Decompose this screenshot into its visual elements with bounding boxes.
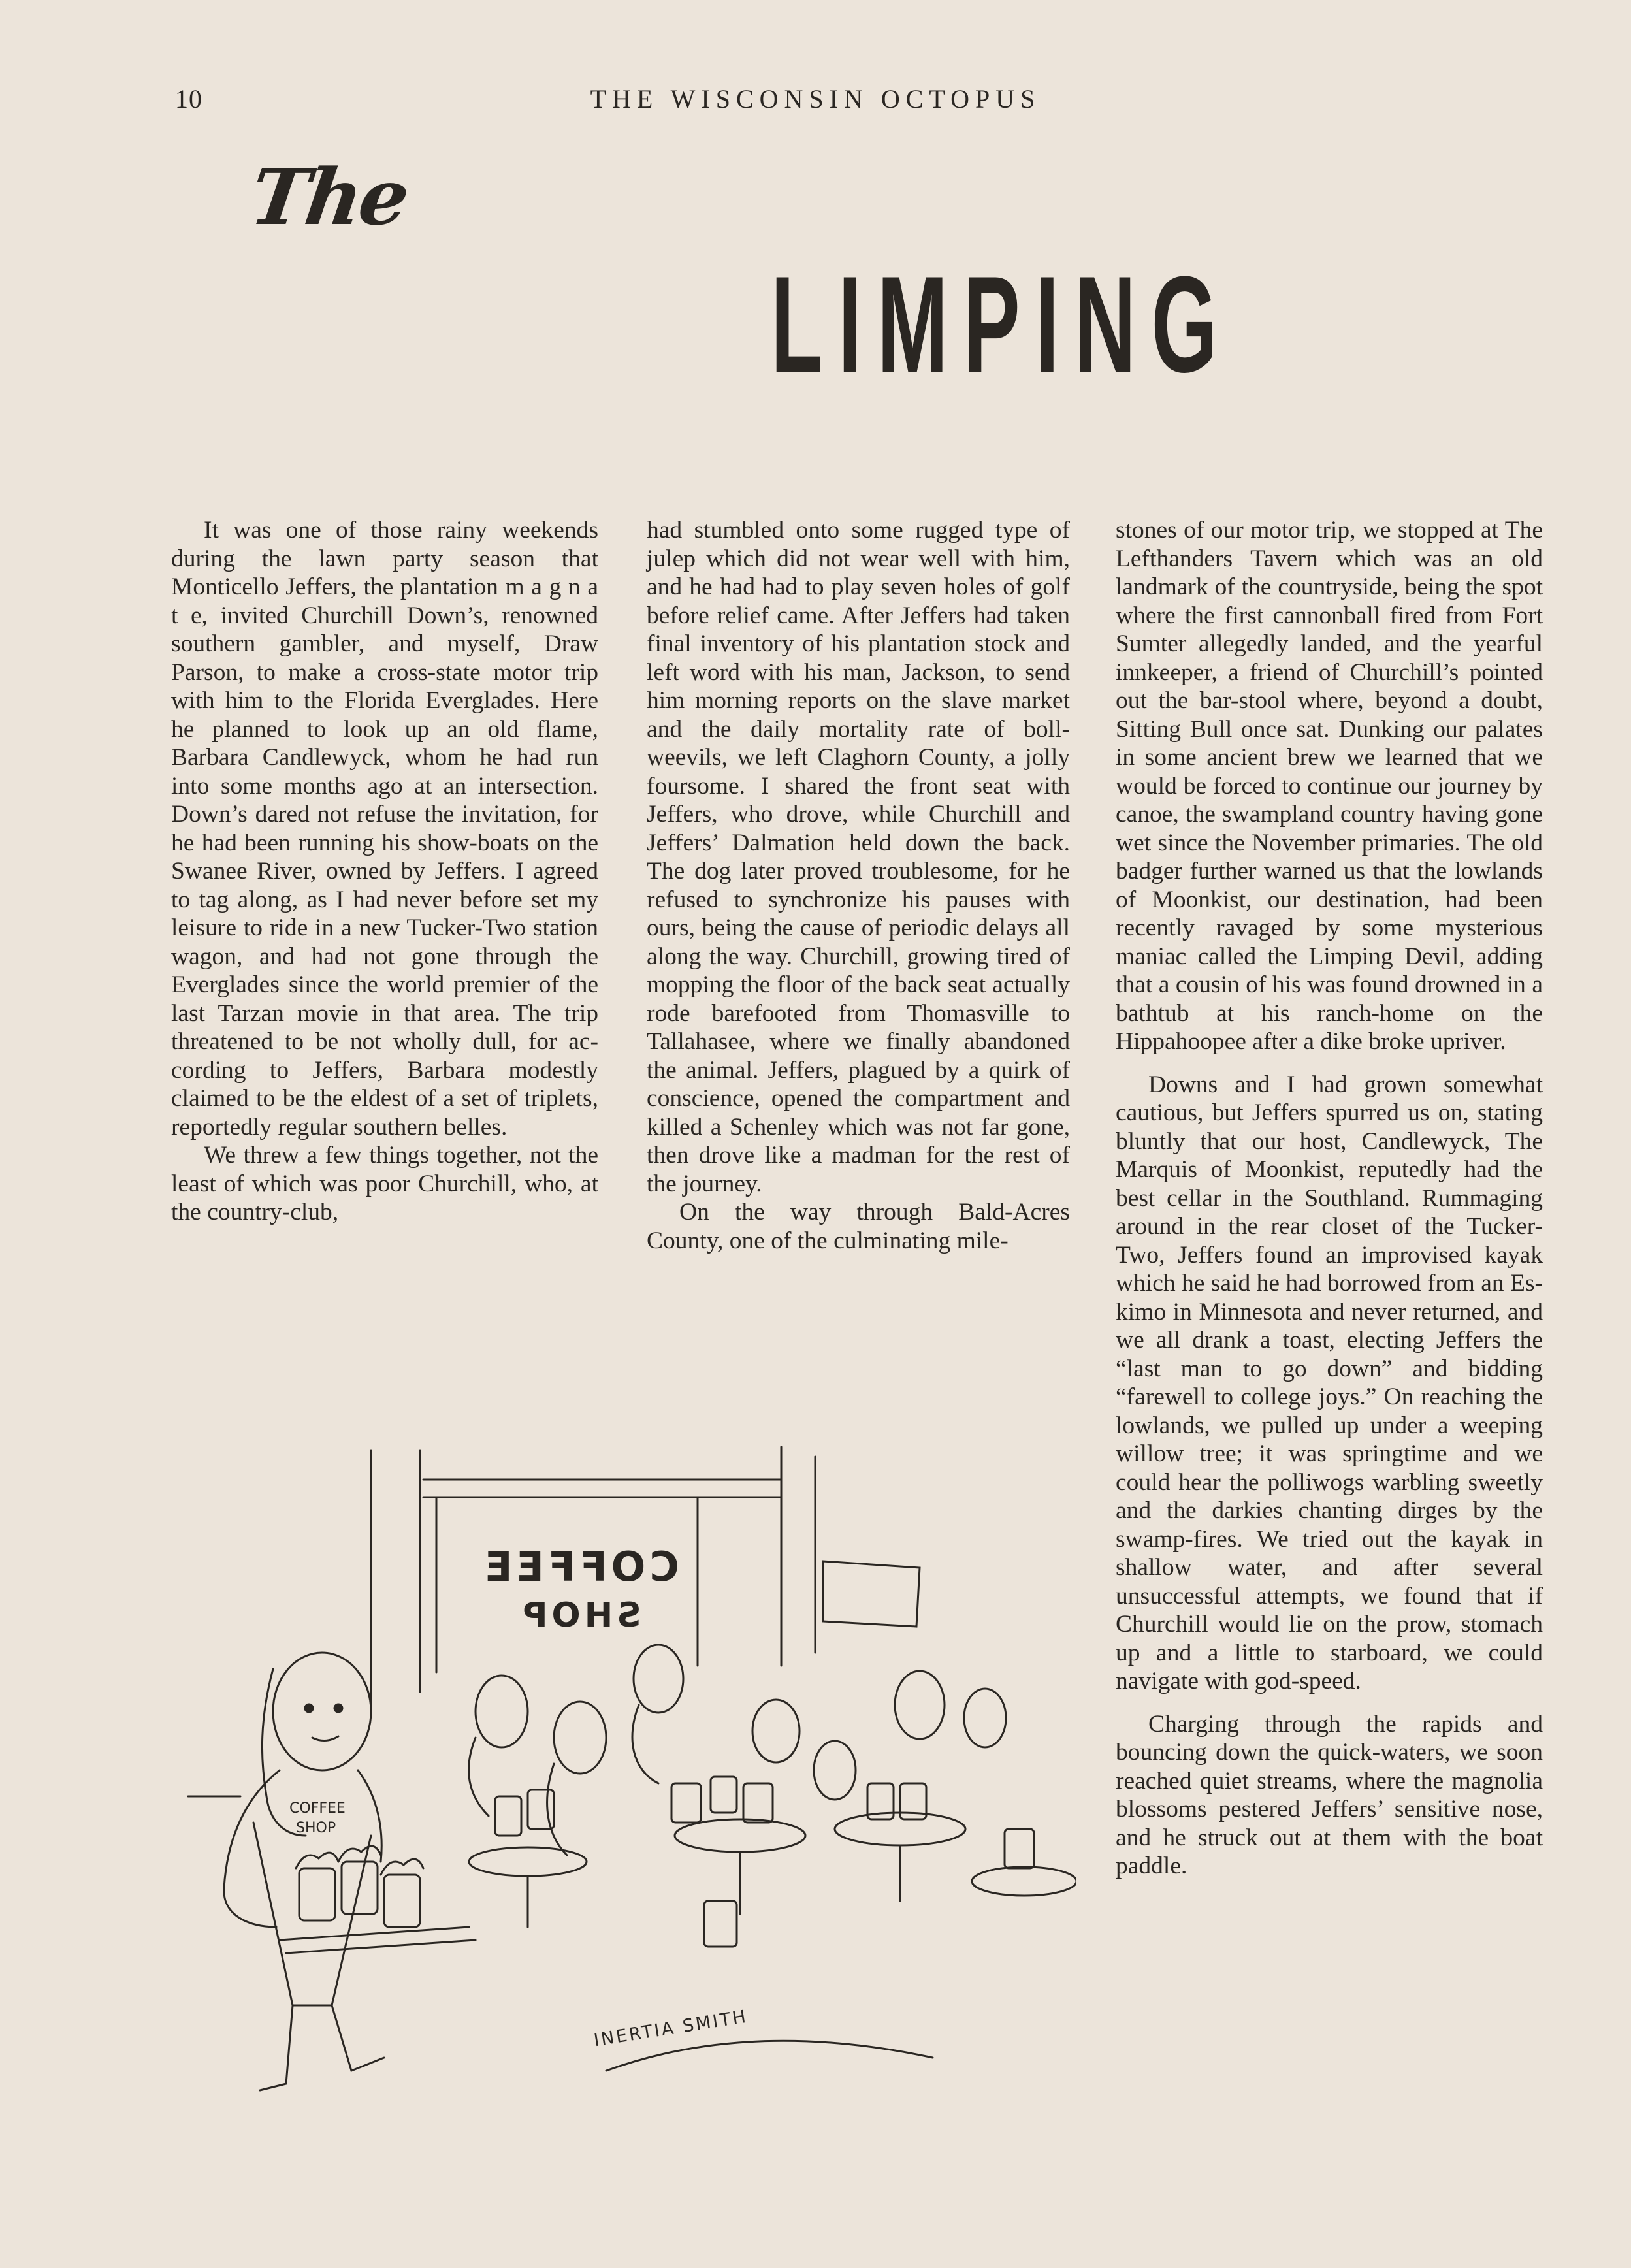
paragraph: stones of our motor trip, we stopped at The Lefthanders Tavern which was an old landmark of the countryside, being the spot where the first cannonball fired from Fort Sumter allegedly landed, and the yearful innkeeper, a friend of Churchill’s pointed out the bar-stool where, beyond a doubt, Sitting Bull once sat. Dunking our palates in some ancient brew we learned that we would be forced to continue our journey by canoe, the swampland country having gone wet since the November primaries. The old badger further warned us that the lowlands of Moonkist, our destination, had been recently ravaged by some mysterious maniac called the Limping Devil, adding that a cousin of his was found drowned in a bathtub at his ranch-home on the Hippahoopee after a dike broke upriver. — [1116, 517, 1543, 1055]
mirrored-coffee-shop-sign — [481, 1543, 679, 1635]
paragraph: We threw a few things together, not the least of which was poor Churchill, who, at the country-club, — [171, 1142, 598, 1225]
page-number: 10 — [175, 84, 202, 114]
paragraph: had stumbled onto some rugged type of julep which did not wear well with him, and he had had to play seven holes of golf before relief came. After Jeffers had taken final inventory of his plantation stock and left word with his man, Jackson, to send him morning reports on the slave market and the daily mortality rate of boll-weevils, we left Claghorn County, a jolly foursome. I shared the front seat with Jeffers, who drove, while Churchill and Jeffers’ Dalmation held down the back. The dog later proved troublesome, for he refused to synchronize his pauses with ours, being the cause of periodic delays all along the way. Churchill, growing tired of mopping the floor of the back seat actually rode barefooted from Thomasville to Tallahasee, where we finally abandoned the animal. Jeffers, plagued by a quirk of conscience, opened the compartment and killed a Schenley which was not far gone, then drove like a madman for the rest of the journey. — [647, 517, 1070, 1197]
paragraph: It was one of those rainy weekends during the lawn party season that Monticello Jeffers, the plantation m a g n a t e, invited Churchill Down’s, renowned southern gambler, and myself, Draw Parson, to make a cross-state motor trip with him to the Florida Everglades. Here he planned to look up an old flame, Barbara Candlewyck, whom he had run into some months ago at an intersection. Down’s dared not refuse the invitation, for he had been running his show-boats on the Swanee River, owned by Jeffers. I agreed to tag along, as I had never before set my leisure to ride in a new Tucker-Two station wagon, and had not gone through the Everglades since the world premier of the last Tarzan movie in that area. The trip threatened to be not wholly dull, for according to Jeffers, Barbara modestly claimed to be the eldest of a set of triplets, reportedly regular southern belles. — [171, 517, 598, 1141]
floor-arc — [606, 2041, 933, 2071]
tray-with-mugs — [280, 1846, 476, 1953]
title-limping: LIMPING — [771, 248, 1233, 401]
text-column-2 — [647, 516, 1070, 1255]
cartoonist-signature: INERTIA SMITH — [592, 2006, 749, 2051]
waiter-figure — [224, 1653, 384, 2090]
running-head: THE WISCONSIN OCTOPUS — [590, 84, 1041, 114]
title-the: The — [245, 152, 413, 242]
paragraph: On the way through Bald-Acres County, one of the culminating mile- — [647, 1199, 1070, 1254]
cartoon-illustration — [162, 1431, 1076, 2110]
svg-text:SHOP: SHOP — [519, 1596, 641, 1635]
paragraph: Downs and I had grown somewhat cautious, but Jeffers spurred us on, stating bluntly that our host, Candlewyck, The Marquis of Moonkist, reputedly had the best cellar in the Southland. Rummaging around in the rear closet of the Tucker-Two, Jeffers found an improvised kayak which he said he had borrowed from an Eskimo in Minnesota and never returned, and we all drank a toast, electing Jeffers the “last man to go down” and bidding “farewell to college joys.” On reaching the lowlands, we pulled up under a weeping willow tree; it was springtime and we could hear the polliwogs warbling sweetly and the darkies chanting dirges by the swamp-fires. We tried out the kayak in shallow water, and after several unsuccessful attempts, we found that if Churchill would lie on the prow, stomach up and a little to starboard, we could navigate with god-speed. — [1116, 1071, 1543, 1694]
paragraph: Charging through the rapids and bouncing down the quick-waters, we soon reached quiet streams, where the magnolia blossoms pestered Jeffers’ sensitive nose, and he struck out at them with the boat paddle. — [1116, 1710, 1543, 1879]
svg-text:COFFEE: COFFEE — [289, 1800, 346, 1817]
text-column-3 — [1116, 516, 1543, 1881]
patrons-and-tables — [469, 1645, 1076, 1947]
svg-text:SHOP: SHOP — [296, 1820, 336, 1836]
svg-text:COFFEE: COFFEE — [481, 1543, 679, 1591]
text-column-1 — [171, 516, 598, 1227]
wall-picture — [823, 1561, 920, 1627]
